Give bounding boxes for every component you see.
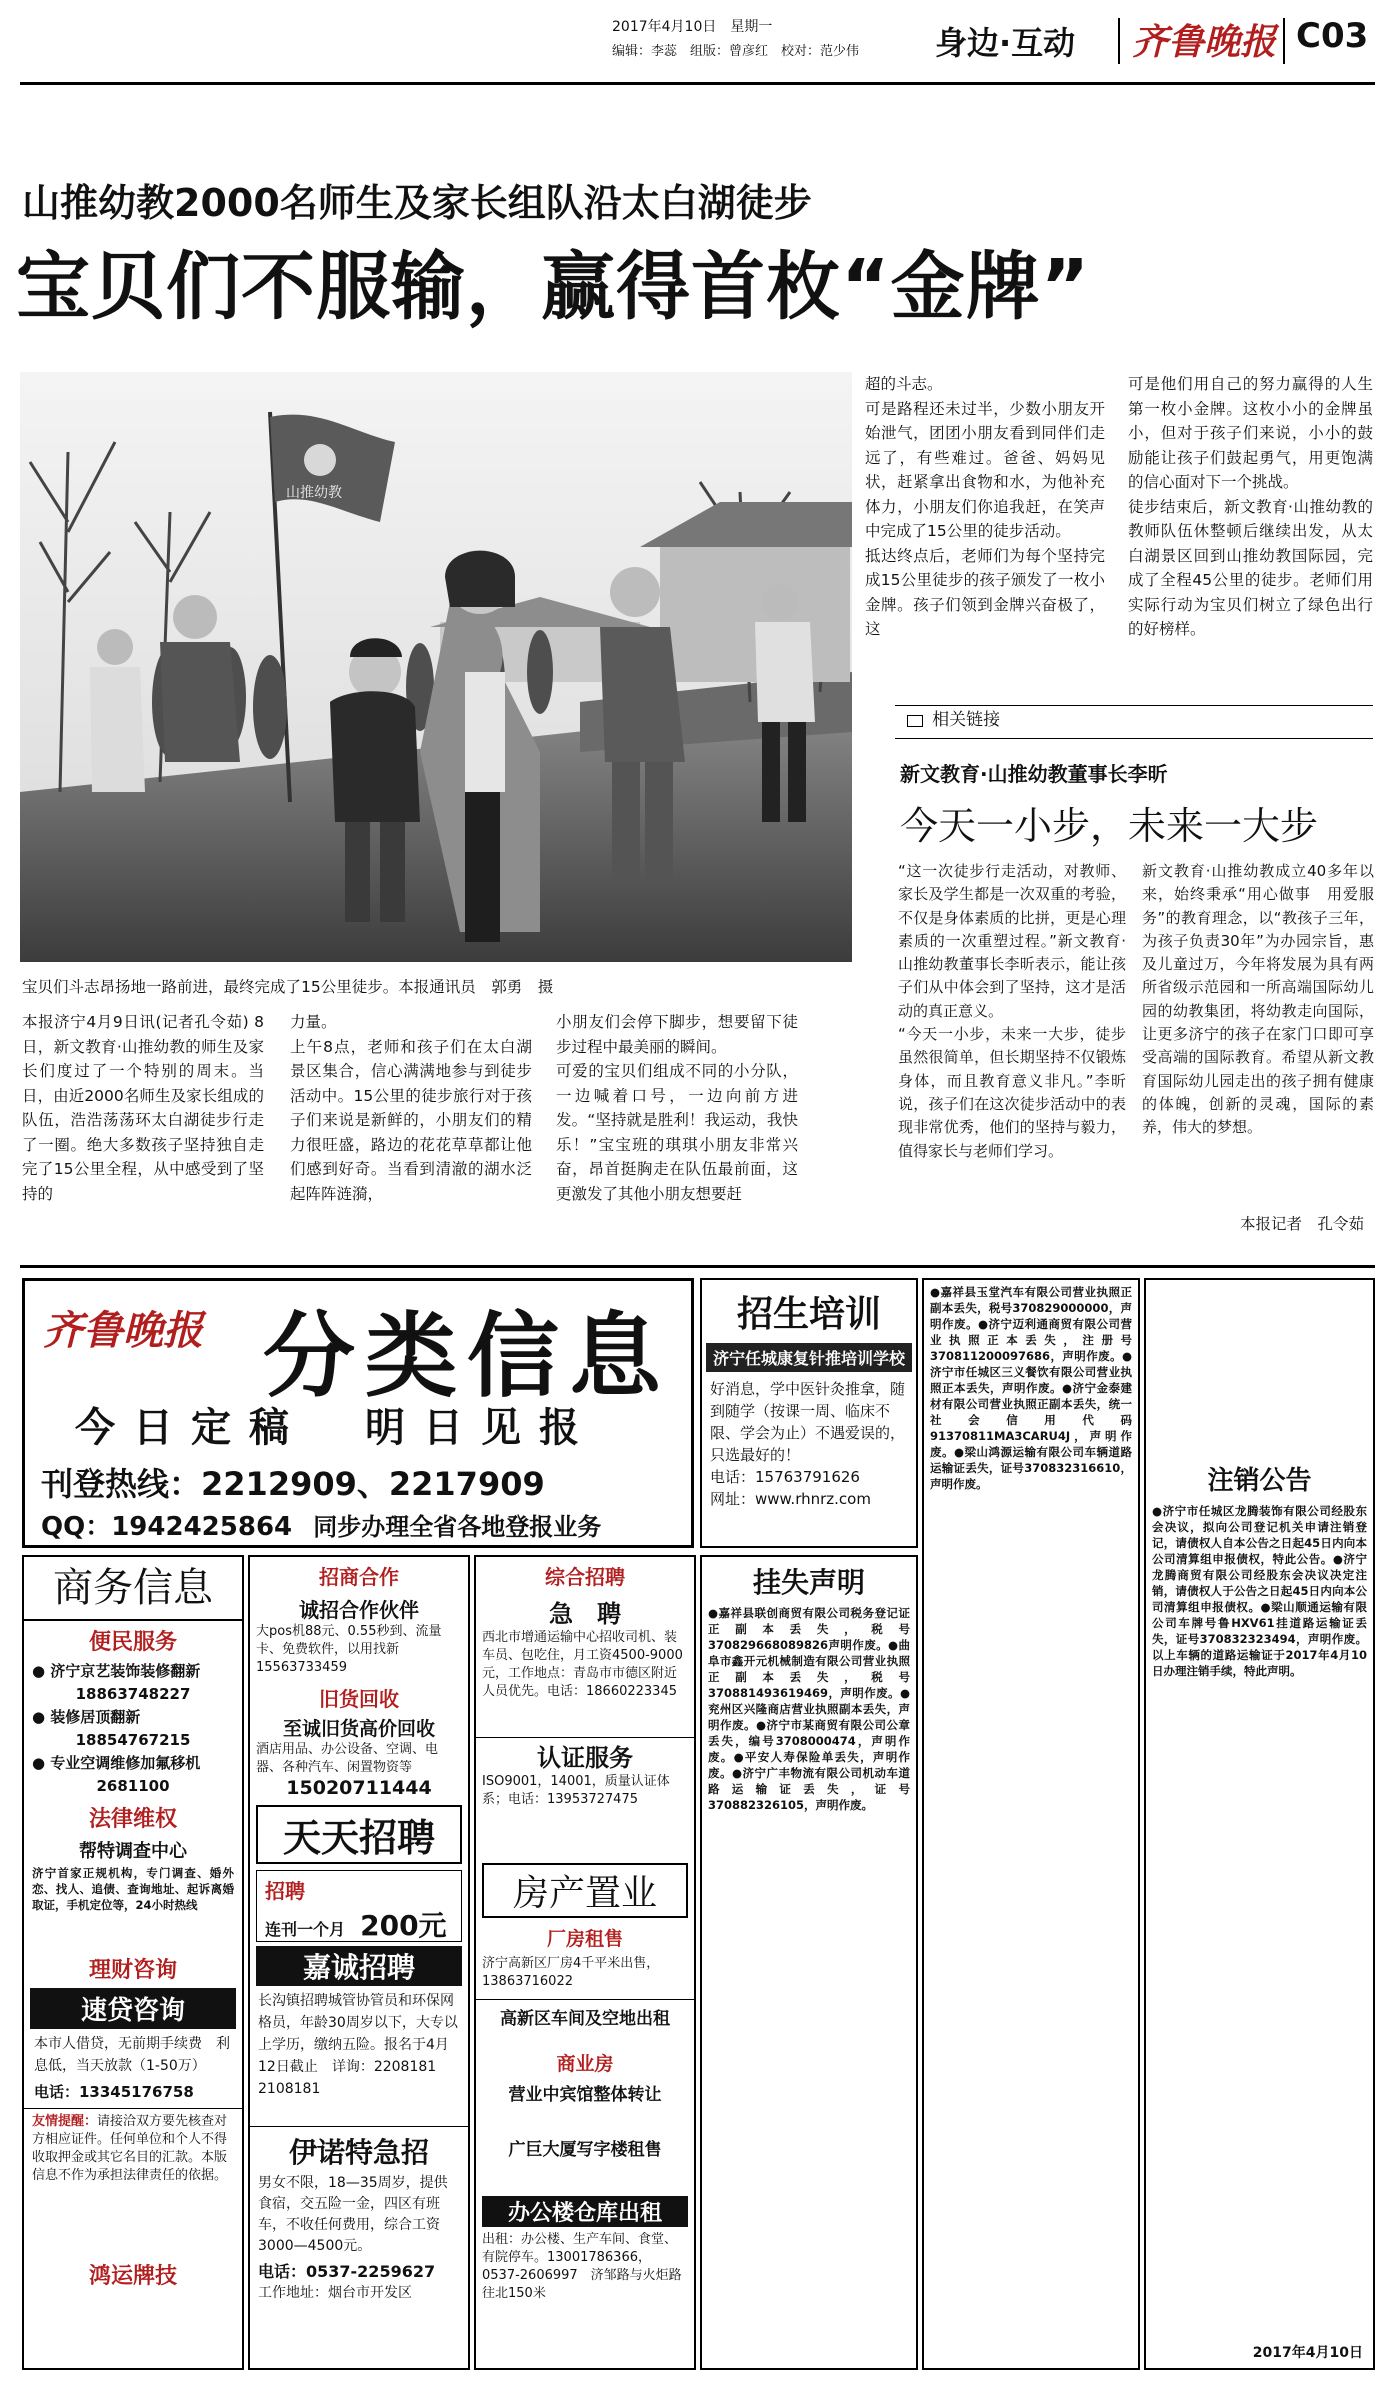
legal-title: 法律维权 bbox=[88, 1807, 177, 1832]
convenience-item: 18863748227 bbox=[75, 1685, 191, 1703]
related-title: 今天一小步，未来一大步 bbox=[900, 804, 1319, 848]
section-name: 身边·互动 bbox=[935, 24, 1076, 62]
related-col-b: 新文教育·山推幼教成立40多年以来，始终秉承“用心做事 用爱服务”的教育理念，以“教孩子三年，为孩子负责30年”为办园宗旨，惠及儿童过万，今年将发展为具有两所省级示范园和一所高端国际幼儿园的幼教集团，将幼教走向国际，让更多济宁的孩子在家门口即可享受高端的国际教育。希望从新文教育国际幼儿园走出的孩子拥有健康的体魄，创新的灵魂，国际的素养，伟大的梦想。 bbox=[1142, 862, 1374, 1137]
masthead-rule bbox=[20, 82, 1375, 85]
biz-title: 商务信息 bbox=[24, 1557, 242, 1621]
training-school: 济宁任城康复针推培训学校 bbox=[706, 1343, 912, 1372]
cert-title: 认证服务 bbox=[476, 1737, 694, 1773]
classified-header bbox=[22, 1278, 694, 1548]
cancel-title: 注销公告 bbox=[1207, 1466, 1312, 1496]
yinuo-address: 工作地址：烟台市开发区 bbox=[258, 2285, 412, 2301]
cancel-body: ●济宁市任城区龙腾装饰有限公司经股东会决议，拟向公司登记机关申请注销登记，请债权人自本公告之日起45日内向本公司清算组申报债权，特此公告。●济宁龙腾商贸有限公司经股东会决议决定注销，请债权人于公告之日起45日内向本公司清算组申报债权。●梁山顺通运输有限公司车牌号鲁HXV61挂道路运输证丢失，证号370832323494，声明作废。以上车辆的道路运输证于2017年4月10日办理注销手续，特此声明。 bbox=[1152, 1504, 1367, 1678]
related-header bbox=[895, 705, 1373, 739]
invest-body: 大pos机88元、0.55秒到、流量卡、免费软件，以用找新15563733459 bbox=[256, 1624, 442, 1675]
combo-title: 综合招聘 bbox=[545, 1565, 625, 1589]
invest-item: 诚招合作伙伴 bbox=[299, 1598, 419, 1622]
related-byline: 本报记者 孔令茹 bbox=[1240, 1215, 1365, 1233]
lost-title: 挂失声明 bbox=[752, 1566, 865, 1599]
notice-column-a bbox=[922, 1278, 1140, 2370]
training-ad bbox=[700, 1278, 918, 1548]
training-body: 好消息，学中医针灸推拿，随到随学（按课一周、临床不限、学会为止）不遇爱误的，只选最好的！ bbox=[710, 1380, 906, 1464]
guangju-title: 广巨大厦写字楼租售 bbox=[508, 2140, 662, 2160]
training-phone: 电话：15763791626 bbox=[710, 1468, 860, 1486]
headline-kicker: 山推幼教2000名师生及家长组队沿太白湖徒步 bbox=[22, 181, 812, 225]
classified-brand: 齐鲁晚报 bbox=[43, 1307, 203, 1354]
office-title: 办公楼仓库出租 bbox=[482, 2196, 688, 2227]
training-web: 网址：www.rhnrz.com bbox=[710, 1490, 871, 1508]
training-title: 招生培训 bbox=[736, 1294, 881, 1335]
zhaopin-label: 招聘 bbox=[265, 1879, 305, 1903]
hongyun-title: 鸿运牌技 bbox=[88, 2264, 177, 2289]
friendly-label: 友情提醒： bbox=[32, 2114, 98, 2129]
photo-caption: 宝贝们斗志昂扬地一路前进，最终完成了15公里徒步。本报通讯员 郭勇 摄 bbox=[22, 978, 554, 996]
recycle-body: 酒店用品、办公设备、空调、电器、各种汽车、闲置物资等 bbox=[256, 1742, 439, 1775]
editor-credits: 编辑：李蕊 组版：曾彦红 校对：范少伟 bbox=[612, 44, 860, 59]
house-title: 房产置业 bbox=[482, 1863, 688, 1918]
convenience-item: 2681100 bbox=[96, 1777, 170, 1795]
legal-item: 帮特调查中心 bbox=[79, 1841, 187, 1862]
ad-column-3 bbox=[474, 1555, 696, 2370]
zhaopin-price: 200元 bbox=[360, 1909, 447, 1942]
convenience-item: ● 济宁京艺装饰装修翻新 bbox=[32, 1662, 201, 1680]
news-photo bbox=[20, 372, 852, 962]
office-body: 出租：办公楼、生产车间、食堂、有院停车。13001786366，0537-2606997 济邹路与火炬路往北150米 bbox=[482, 2232, 682, 2301]
biz-column bbox=[22, 1555, 244, 2370]
article-col-3: 小朋友们会停下脚步，想要留下徒步过程中最美丽的瞬间。 可爱的宝贝们组成不同的小分队，一边喊着口号，一边向前方进发。“坚持就是胜利！我运动，我快乐！”宝宝班的琪琪小朋友非常兴奋，昂首挺胸走在队伍最前面，这更激发了其他小朋友想要赶 bbox=[556, 1013, 798, 1203]
convenience-item: ● 装修居顶翻新 bbox=[32, 1708, 141, 1726]
article-col-5: 可是他们用自己的努力赢得的人生第一枚小金牌。这枚小小的金牌虽小，但对于孩子们来说，小小的鼓励能让孩子们鼓起勇气，用更饱满的信心面对下一个挑战。 徒步结束后，新文教育·山推幼教的教师队伍休整顿后继续出发，从太白湖景区回到山推幼教国际园，完成了全程45公里的徒步。老师们用实际行动为宝贝们树立了绿色出行的好榜样。 bbox=[1128, 375, 1373, 638]
yinuo-body: 男女不限，18—35周岁，提供食宿，交五险一金，四区有班车，不收任何费用，综合工资3000—4500元。 bbox=[258, 2175, 448, 2254]
cancel-column bbox=[1144, 1278, 1375, 2370]
factory-body: 济宁高新区厂房4千平米出售，13863716022 bbox=[482, 1956, 660, 1989]
lost-body: ●嘉祥县联创商贸有限公司税务登记证正副本丢失，税号370829668089826声明作废。●曲阜市鑫开元机械制造有限公司营业执照正副本丢失，税号370881493619469，声明作废。●兖州区兴隆商店营业执照副本丢失，声明作废。●济宁市某商贸有限公司公章丢失，编号3708000474，声明作废。●平安人寿保险单丢失，声明作废。●济宁广丰物流有限公司机动车道路运输证丢失，证号370882326105，声明作废。 bbox=[708, 1606, 910, 1812]
hotline-label: 刊登热线： bbox=[41, 1465, 202, 1503]
related-col-a: “这一次徒步行走活动，对教师、家长及学生都是一次双重的考验，不仅是身体素质的比拼，更是心理素质的一次重塑过程。”新文教育·山推幼教董事长李昕表示，能让孩子们从中体会到了坚持，这才是活动的真正意义。 “今天一小步，未来一大步，徒步虽然很简单，但长期坚持不仅锻炼身体，而且教育意义非凡。”李昕说，孩子们在这次徒步活动中的表现非常优秀，他们的坚持与毅力，值得家长与老师们学习。 bbox=[898, 862, 1126, 1160]
friendly-body: 请接洽双方要先核查对方相应证件。任何单位和个人不得收取押金或其它名目的汇款。本版信息不作为承担法律责任的依据。 bbox=[32, 2114, 228, 2183]
classified-title: 分类信息 bbox=[263, 1302, 672, 1410]
recycle-phone: 15020711444 bbox=[286, 1777, 432, 1799]
shop-title: 商业房 bbox=[556, 2053, 614, 2075]
yinuo-title: 伊诺特急招 bbox=[250, 2126, 468, 2171]
urgent-body: 西北市增通运输中心招收司机、装车员、包吃住，月工资4500-9000元，工作地点：青岛市市德区附近人员优先。电话：18660223345 bbox=[482, 1630, 683, 1699]
finance-title: 理财咨询 bbox=[88, 1958, 177, 1983]
jiacheng-body: 长沟镇招聘城管协管员和环保网格员，年龄30周岁以下，大专以上学历，缴纳五险。报名于4月12日截止 详询：2208181 2108181 bbox=[258, 1993, 458, 2097]
related-icon bbox=[907, 715, 923, 727]
convenience-item: ● 专业空调维修加氟移机 bbox=[32, 1754, 201, 1772]
loan-title: 速贷咨询 bbox=[30, 1988, 236, 2029]
convenience-item: 18854767215 bbox=[75, 1731, 191, 1749]
legal-body: 济宁首家正规机构，专门调查、婚外恋、找人、追债、查询地址、起诉离婚取证，手机定位等，24小时热线 bbox=[32, 1866, 234, 1912]
lost-column bbox=[700, 1555, 918, 2370]
footer-date: 2017年4月10日 bbox=[1252, 2345, 1363, 2361]
zhaopin-price-label: 连刊一个月 bbox=[265, 1920, 346, 1939]
convenience-list bbox=[24, 1660, 242, 1798]
article-col-4: 超的斗志。 可是路程还未过半，少数小朋友开始泄气，团团小朋友看到同伴们走远了，有些难过。爸爸、妈妈见状，赶紧拿出食物和水，为他补充体力，小朋友们你追我赶，在笑声中完成了15公里的徒步活动。 抵达终点后，老师们为每个坚持完成15公里徒步的孩子颁发了一枚小金牌。孩子们领到金牌兴奋极了，这 bbox=[865, 375, 1105, 638]
page-number: C03 bbox=[1296, 16, 1369, 56]
factory-title: 厂房租售 bbox=[546, 1928, 623, 1950]
loan-body: 本市人借贷，无前期手续费 利息低，当天放款（1-50万） bbox=[34, 2036, 230, 2074]
article-col-1: 本报济宁4月9日讯(记者孔令茹) 8日，新文教育·山推幼教的师生及家长们度过了一个特别的周末。当日，由近2000名师生及家长组成的队伍，浩浩荡荡环太白湖徒步行走了一圈。绝大多数孩子坚持独自走完了15公里全程，从中感受到了坚持的 bbox=[22, 1013, 264, 1203]
hotline-number: 2212909、2217909 bbox=[201, 1465, 545, 1503]
paper-logo: 齐鲁晚报 bbox=[1132, 21, 1277, 63]
classified-slogan: 今日定稿 明日见报 bbox=[75, 1404, 597, 1451]
headline-title: 宝贝们不服输，赢得首枚“金牌” bbox=[16, 244, 1091, 330]
masthead-divider bbox=[1118, 18, 1120, 64]
recycle-item: 至诚旧货高价回收 bbox=[282, 1718, 435, 1740]
related-label: 相关链接 bbox=[932, 710, 1001, 730]
ad-column-2 bbox=[248, 1555, 470, 2370]
right-notices: ●嘉祥县玉堂汽车有限公司营业执照正副本丢失，税号370829000000，声明作废。●济宁迈利通商贸有限公司营业执照正本丢失，注册号370811200097686，声明作废。●济宁市任城区三义餐饮有限公司营业执照正本丢失，声明作废。●济宁金泰建材有限公司营业执照正副本丢失，统一社会信用代码91370811MA3CARU4J，声明作废。●梁山鸿源运输有限公司车辆道路运输证丢失，证号370832316610，声明作废。 bbox=[930, 1285, 1132, 1491]
qq-note: 同步办理全省各地登报业务 bbox=[313, 1513, 602, 1541]
hotel-title: 营业中宾馆整体转让 bbox=[508, 2085, 662, 2105]
flag-text: 山推幼教 bbox=[286, 485, 342, 501]
jiacheng-title: 嘉诚招聘 bbox=[256, 1946, 462, 1986]
hightech-title: 高新区车间及空地出租 bbox=[476, 1999, 694, 2029]
loan-phone: 电话：13345176758 bbox=[34, 2083, 194, 2101]
issue-date: 2017年4月10日 星期一 bbox=[612, 19, 773, 35]
invest-title: 招商合作 bbox=[319, 1565, 399, 1589]
related-kicker: 新文教育·山推幼教董事长李昕 bbox=[900, 762, 1168, 786]
recycle-title: 旧货回收 bbox=[319, 1687, 399, 1711]
urgent-title: 急 聘 bbox=[549, 1600, 621, 1628]
cert-body: ISO9001，14001，质量认证体系；电话：13953727475 bbox=[482, 1774, 670, 1807]
qq-label: QQ： bbox=[41, 1512, 112, 1542]
daily-recruit-title: 天天招聘 bbox=[256, 1805, 462, 1864]
article-col-2: 力量。 上午8点，老师和孩子们在太白湖景区集合，信心满满地参与到徒步活动中。15公里的徒步旅行对于孩子们来说是新鲜的，小朋友们的精力很旺盛，路边的花花草草都让他们感到好奇。当看到清澈的湖水泛起阵阵涟漪， bbox=[290, 1013, 532, 1203]
qq-number: 1942425864 bbox=[111, 1512, 293, 1542]
yinuo-phone: 电话：0537-2259627 bbox=[258, 2262, 436, 2281]
convenience-title: 便民服务 bbox=[88, 1630, 177, 1655]
